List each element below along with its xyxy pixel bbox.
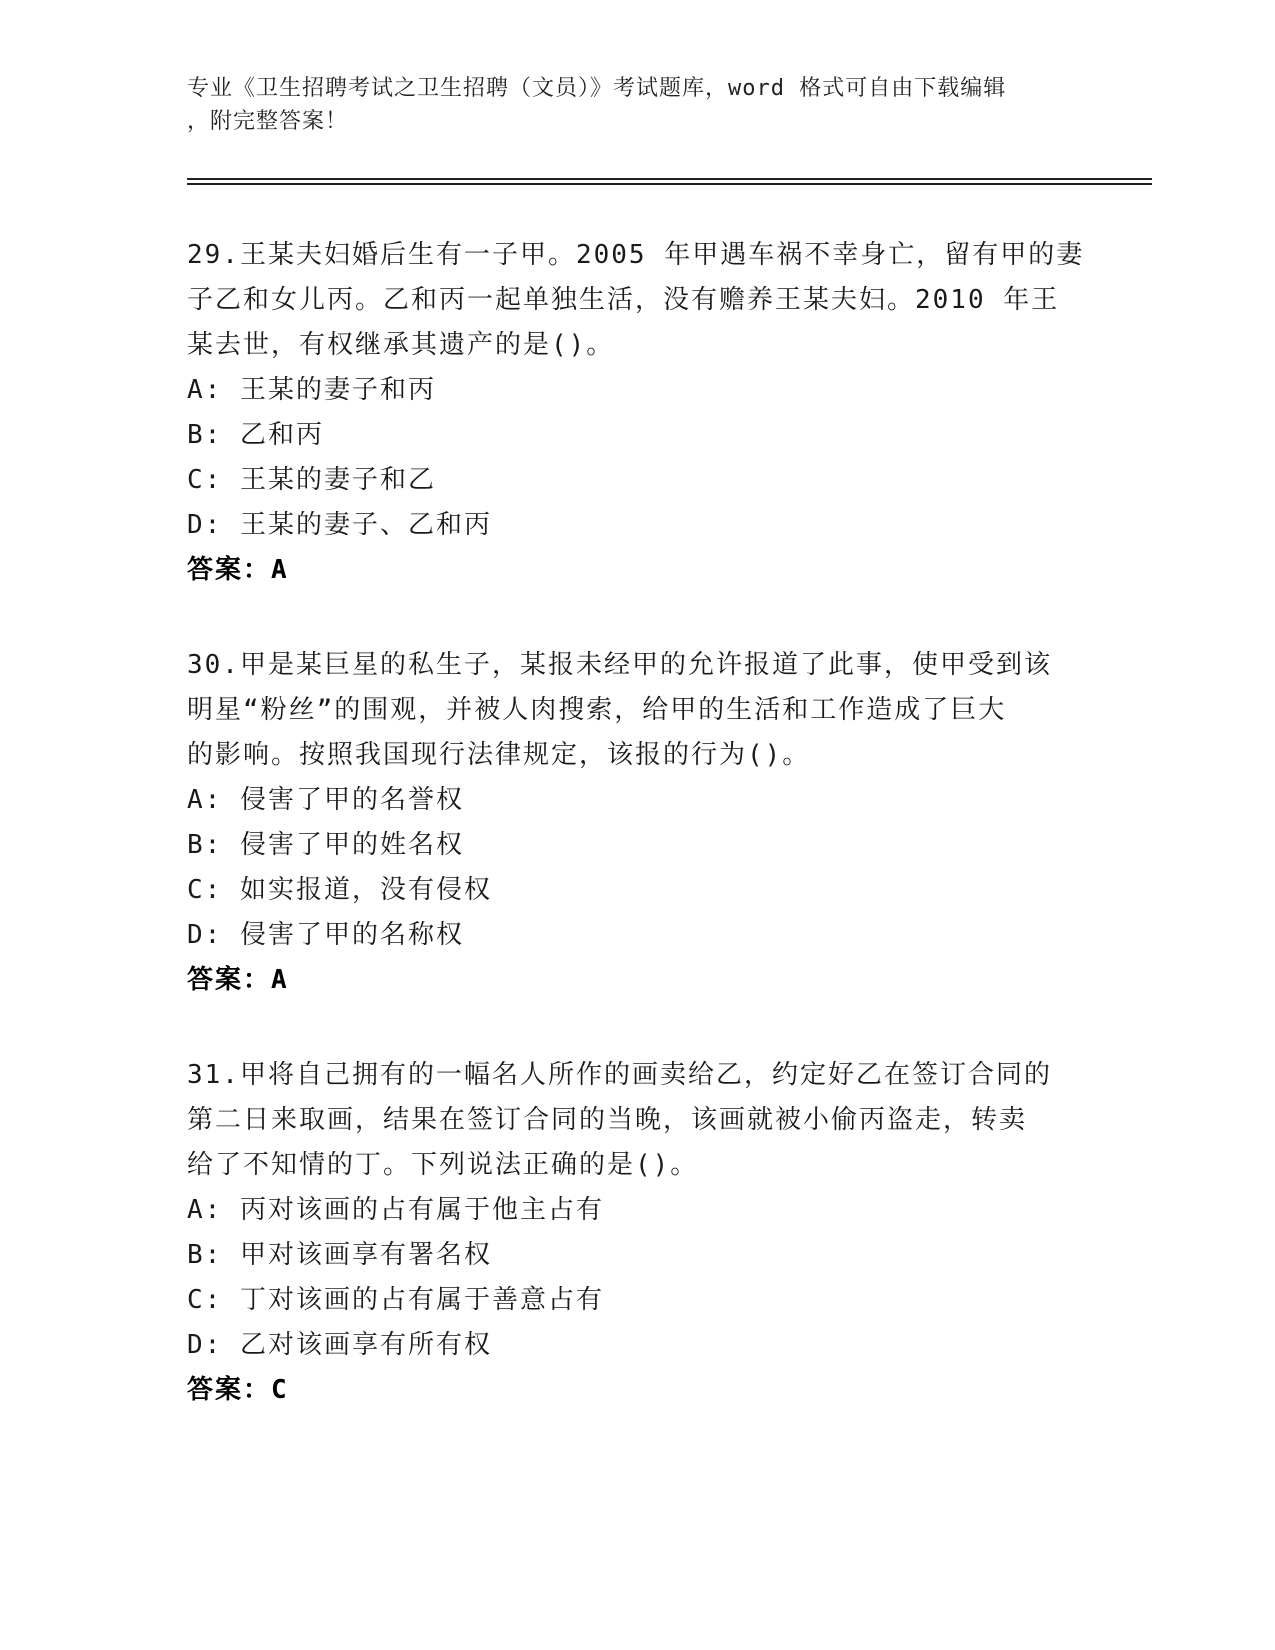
question-line: 明星“粉丝”的围观，并被人肉搜索，给甲的生活和工作造成了巨大 bbox=[187, 695, 1007, 725]
option-b: B: 侵害了甲的姓名权 bbox=[187, 830, 464, 860]
question-line: 的影响。按照我国现行法律规定，该报的行为()。 bbox=[187, 740, 811, 770]
header-line-2: ，附完整答案！ bbox=[187, 109, 349, 134]
option-a: A: 侵害了甲的名誉权 bbox=[187, 785, 464, 815]
option-d: D: 侵害了甲的名称权 bbox=[187, 920, 464, 950]
question-line: 29.王某夫妇婚后生有一子甲。2005 年甲遇车祸不幸身亡，留有甲的妻 bbox=[187, 240, 1085, 270]
document-header bbox=[187, 72, 1087, 138]
question-line: 30.甲是某巨星的私生子，某报未经甲的允许报道了此事，使甲受到该 bbox=[187, 650, 1052, 680]
option-b: B: 乙和丙 bbox=[187, 420, 324, 450]
header-divider-bottom bbox=[187, 183, 1152, 185]
option-a: A: 王某的妻子和丙 bbox=[187, 375, 436, 405]
answer-label: 答案：C bbox=[187, 1375, 289, 1405]
question-30 bbox=[187, 643, 1087, 1003]
option-c: C: 王某的妻子和乙 bbox=[187, 465, 436, 495]
header-line-1: 专业《卫生招聘考试之卫生招聘（文员）》考试题库，word 格式可自由下载编辑 bbox=[187, 76, 1007, 101]
header-divider-top bbox=[187, 178, 1152, 180]
question-text bbox=[187, 643, 1087, 778]
question-line: 子乙和女儿丙。乙和丙一起单独生活，没有赡养王某夫妇。2010 年王 bbox=[187, 285, 1060, 315]
question-text bbox=[187, 233, 1087, 368]
question-line: 31.甲将自己拥有的一幅名人所作的画卖给乙，约定好乙在签订合同的 bbox=[187, 1060, 1052, 1090]
question-line: 给了不知情的丁。下列说法正确的是()。 bbox=[187, 1150, 699, 1180]
option-a: A: 丙对该画的占有属于他主占有 bbox=[187, 1195, 604, 1225]
option-c: C: 如实报道，没有侵权 bbox=[187, 875, 492, 905]
answer-label: 答案：A bbox=[187, 555, 289, 585]
answer-label: 答案：A bbox=[187, 965, 289, 995]
option-d: D: 乙对该画享有所有权 bbox=[187, 1330, 492, 1360]
question-29 bbox=[187, 233, 1087, 593]
option-d: D: 王某的妻子、乙和丙 bbox=[187, 510, 492, 540]
question-line: 第二日来取画，结果在签订合同的当晚，该画就被小偷丙盗走，转卖 bbox=[187, 1105, 1028, 1135]
question-line: 某去世，有权继承其遗产的是()。 bbox=[187, 330, 615, 360]
option-b: B: 甲对该画享有署名权 bbox=[187, 1240, 492, 1270]
question-31 bbox=[187, 1053, 1087, 1413]
question-text bbox=[187, 1053, 1087, 1188]
option-c: C: 丁对该画的占有属于善意占有 bbox=[187, 1285, 604, 1315]
